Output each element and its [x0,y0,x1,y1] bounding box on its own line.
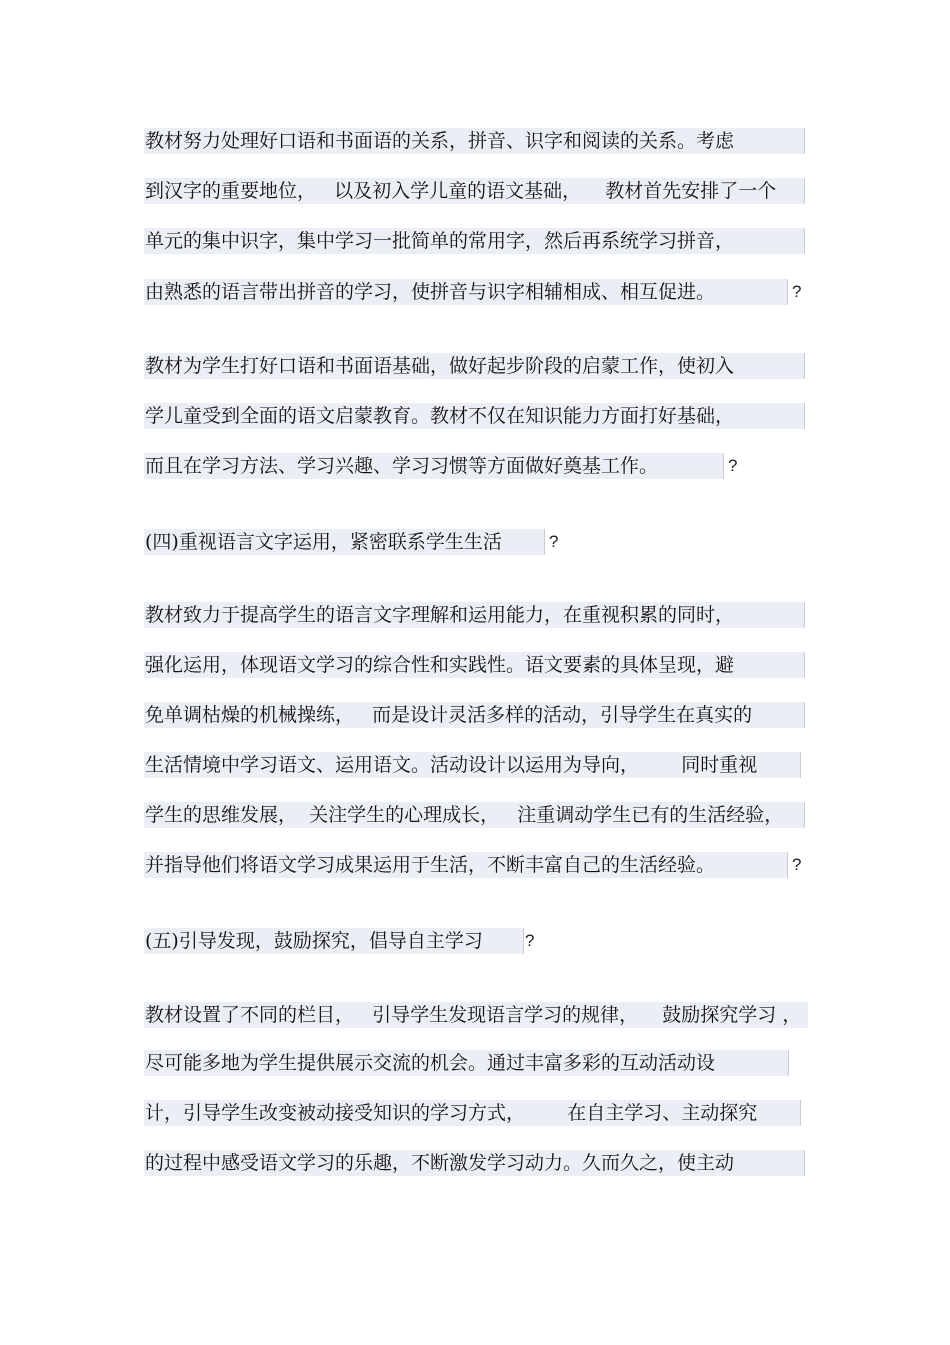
section-heading-text: (四)重视语言文字运用，紧密联系学生生活 [144,529,545,555]
paragraph-end-mark: ? [525,931,535,950]
text-line: 教材为学生打好口语和书面语基础，做好起步阶段的启蒙工作，使初入 [144,353,805,379]
text-line: 而且在学习方法、学习兴趣、学习习惯等方面做好奠基工作。 [144,453,724,479]
text-line: 学儿童受到全面的语文启蒙教育。教材不仅在知识能力方面打好基础， [144,403,805,429]
text-line: 并指导他们将语文学习成果运用于生活，不断丰富自己的生活经验。 [144,852,788,878]
text-line: 免单调枯燥的机械操练， 而是设计灵活多样的活动，引导学生在真实的 [144,702,805,728]
text-line: 的过程中感受语文学习的乐趣，不断激发学习动力。久而久之，使主动 [144,1150,805,1176]
text-line: 到汉字的重要地位， 以及初入学儿童的语文基础， 教材首先安排了一个 [144,178,805,204]
text-line: 教材努力处理好口语和书面语的关系，拼音、识字和阅读的关系。考虑 [144,128,805,154]
paragraph-end-mark: ? [728,456,738,475]
paragraph-end-mark: ? [549,532,559,551]
text-line: 由熟悉的语言带出拼音的学习，使拼音与识字相辅相成、相互促进。 [144,279,788,305]
paragraph-end-mark: ? [792,282,802,301]
text-line: 计，引导学生改变被动接受知识的学习方式， 在自主学习、主动探究 [144,1100,801,1126]
text-line: 强化运用，体现语文学习的综合性和实践性。语文要素的具体呈现，避 [144,652,805,678]
text-line: 单元的集中识字，集中学习一批简单的常用字，然后再系统学习拼音， [144,228,805,254]
text-line: 教材设置了不同的栏目， 引导学生发现语言学习的规律， 鼓励探究学习 ， [144,1002,808,1028]
paragraph-end-mark: ? [792,855,802,874]
section-heading-text: (五)引导发现，鼓励探究，倡导自主学习 [144,928,524,954]
text-line: 尽可能多地为学生提供展示交流的机会。通过丰富多彩的互动活动设 [144,1050,789,1076]
text-line: 生活情境中学习语文、运用语文。活动设计以运用为导向， 同时重视 [144,752,801,778]
text-line: 教材致力于提高学生的语言文字理解和运用能力，在重视积累的同时， [144,602,805,628]
text-line: 学生的思维发展， 关注学生的心理成长， 注重调动学生已有的生活经验， [144,802,805,828]
